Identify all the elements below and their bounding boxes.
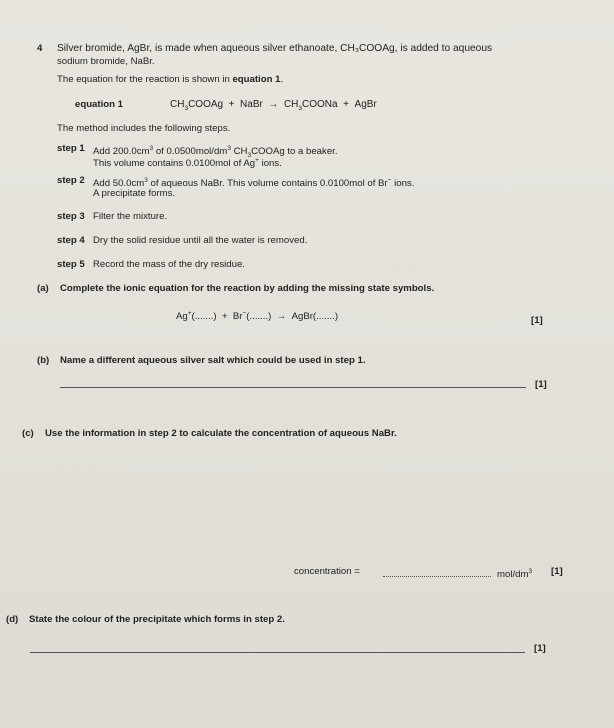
step-5-label: step 5 (57, 259, 85, 270)
equation-1: $CH_3COOAg$ + NaBr → $CH_3COONa$ + AgBr (170, 99, 377, 112)
part-b-answer-line[interactable] (60, 387, 526, 388)
part-d-marks: [1] (534, 643, 546, 654)
intro-line-1: Silver bromide, AgBr, is made when aqueous silver ethanoate, CH₃COOAg, is added to aqueous (57, 43, 493, 54)
part-d-answer-line[interactable] (30, 652, 525, 653)
step-4-text: Dry the solid residue until all the water is removed. (93, 235, 308, 246)
part-a-prompt: Complete the ionic equation for the reaction by adding the missing state symbols. (60, 283, 435, 294)
part-c-marks: [1] (551, 566, 563, 577)
step-2-text: Add $50.0cm^3$ of aqueous NaBr. This volume contains 0.0100mol of Br− ions. (93, 177, 415, 190)
step-3-label: step 3 (57, 211, 85, 222)
equation-intro: The equation for the reaction is shown in equation 1. (57, 74, 284, 85)
bleed-through-text: · · · · · · · · · · · · · (50, 460, 119, 470)
part-b-prompt: Name a different aqueous silver salt which could be used in step 1. (60, 355, 366, 366)
concentration-label: concentration = (294, 566, 360, 577)
part-a-letter: (a) (37, 283, 49, 294)
step-1-text-2: This volume contains 0.0100mol of Ag+ ions. (93, 157, 282, 170)
part-d-prompt: State the colour of the precipitate which forms in step 2. (29, 614, 285, 625)
ion-state-blank-2[interactable]: ....... (249, 311, 269, 323)
part-c-letter: (c) (22, 428, 34, 439)
step-2-text-2: A precipitate forms. (93, 188, 176, 199)
step-4-label: step 4 (57, 235, 85, 246)
concentration-answer-line[interactable] (383, 576, 491, 577)
step-5-text: Record the mass of the dry residue. (93, 259, 245, 270)
step-1-label: step 1 (57, 143, 85, 154)
equation-label: equation 1 (75, 99, 123, 110)
ionic-equation: Ag+(.......) + Br−(.......) → AgBr(.......) (176, 310, 339, 323)
ion-state-blank-3[interactable]: ....... (316, 311, 335, 323)
question-number: 4 (37, 43, 43, 54)
bleed-through-text: · · · · · · · · · · · (300, 196, 358, 206)
step-3-text: Filter the mixture. (93, 211, 168, 222)
part-b-marks: [1] (535, 379, 547, 390)
method-intro: The method includes the following steps. (57, 123, 231, 134)
step-2-label: step 2 (57, 175, 85, 186)
ion-state-blank-1[interactable]: ....... (194, 311, 214, 323)
concentration-unit: mol/$dm^3$ (497, 568, 533, 581)
step-1-text: Add $200.0cm^3$ of $0.0500mol/dm^3$ $CH_3COOAg$ to a beaker. (93, 145, 338, 160)
intro-line-2: sodium bromide, NaBr. (57, 56, 155, 67)
bleed-through-text: · · · · · · · · (380, 262, 422, 272)
part-a-marks: [1] (531, 315, 543, 326)
part-c-prompt: Use the information in step 2 to calculate the concentration of aqueous NaBr. (45, 428, 397, 439)
part-b-letter: (b) (37, 355, 50, 366)
part-d-letter: (d) (6, 614, 19, 625)
